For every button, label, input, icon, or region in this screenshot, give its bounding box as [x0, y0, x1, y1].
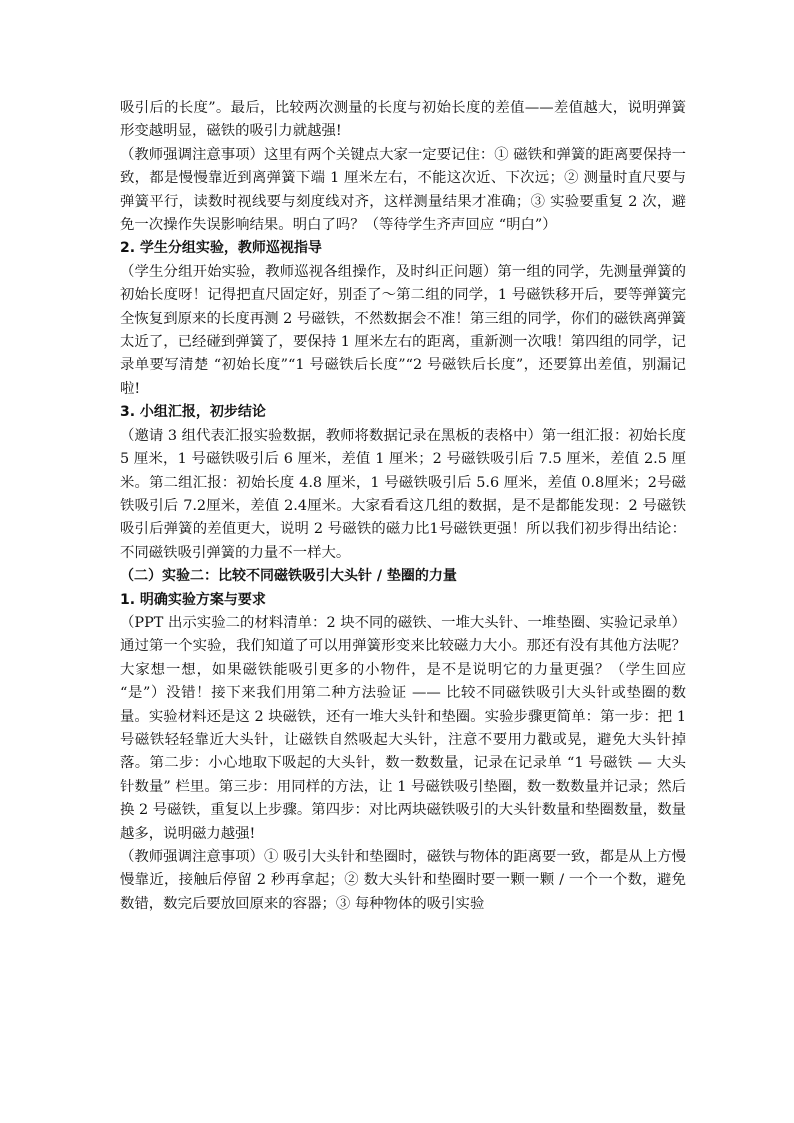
paragraph-group-guidance: （学生分组开始实验，教师巡视各组操作，及时纠正问题）第一组的同学，先测量弹簧的初始长度呀！记得把直尺固定好，别歪了～第二组的同学，1 号磁铁移开后，要等弹簧完全恢复到原来的长度再测 2 号磁铁，不然数据会不准！第三组的同学，你们的磁铁离弹簧太近了，已经碰到弹簧了，要保持 1 厘米左右的距离，重新测一次哦！第四组的同学，记录单要写清楚 “初始长度”“1 号磁铁后长度”“2 号磁铁后长度”，还要算出差值，别漏记啦! — [120, 263, 686, 397]
paragraph-teacher-notes-2: （教师强调注意事项）① 吸引大头针和垫圈时，磁铁与物体的距离要一致，都是从上方慢慢靠近，接触后停留 2 秒再拿起；② 数大头针和垫圈时要一颗一颗 / 一个一个数，避免数错，数完后要放回原来的容器；③ 每种物体的吸引实验 — [120, 849, 686, 912]
paragraph-spring-conclusion: 吸引后的长度”。最后，比较两次测量的长度与初始长度的差值——差值越大，说明弹簧形变越明显，磁铁的吸引力就越强! — [120, 100, 686, 140]
document-body — [120, 97, 686, 916]
paragraph-report-data: （邀请 3 组代表汇报实验数据，教师将数据记录在黑板的表格中）第一组汇报：初始长度 5 厘米，1 号磁铁吸引后 6 厘米，差值 1 厘米；2 号磁铁吸引后 7.5 厘米，差值 2.5 厘米。第二组汇报：初始长度 4.8 厘米，1 号磁铁吸引后 5.6 厘米，差值 0.8厘米；2号磁铁吸引后 7.2厘米，差值 2.4厘米。大家看看这几组的数据，是不是都能发现：2 号磁铁吸引后弹簧的差值更大，说明 2 号磁铁的磁力比1号磁铁更强！所以我们初步得出结论：不同磁铁吸引弹簧的力量不一样大。 — [120, 427, 686, 561]
heading-group-report: 3. 小组汇报，初步结论 — [120, 404, 266, 421]
heading-group-experiment: 2. 学生分组实验，教师巡视指导 — [120, 240, 322, 257]
paragraph-experiment-two-plan: （PPT 出示实验二的材料清单：2 块不同的磁铁、一堆大头针、一堆垫圈、实验记录单）通过第一个实验，我们知道了可以用弹簧形变来比较磁力大小。那还有没有其他方法呢？大家想一想，如果磁铁能吸引更多的小物件，是不是说明它的力量更强？（学生回应 “是”）没错！接下来我们用第二种方法验证 —— 比较不同磁铁吸引大头针或垫圈的数量。实验材料还是这 2 块磁铁，还有一堆大头针和垫圈。实验步骤更简单：第一步：把 1 号磁铁轻轻靠近大头针，让磁铁自然吸起大头针，注意不要用力戳或晃，避免大头针掉落。第二步：小心地取下吸起的大头针，数一数数量，记录在记录单 “1 号磁铁 — 大头针数量” 栏里。第三步：用同样的方法，让 1 号磁铁吸引垫圈，数一数数量并记录；然后换 2 号磁铁，重复以上步骤。第四步：对比两块磁铁吸引的大头针数量和垫圈数量，数量越多，说明磁力越强! — [120, 614, 686, 842]
heading-plan-requirements: 1. 明确实验方案与要求 — [120, 591, 266, 608]
paragraph-teacher-notes-1: （教师强调注意事项）这里有两个关键点大家一定要记住：① 磁铁和弹簧的距离要保持一致，都是慢慢靠近到离弹簧下端 1 厘米左右，不能这次近、下次远；② 测量时直尺要与弹簧平行，读数时视线要与刻度线对齐，这样测量结果才准确；③ 实验要重复 2 次，避免一次操作失误影响结果。明白了吗？（等待学生齐声回应 “明白”） — [120, 146, 686, 234]
heading-experiment-two: （二）实验二：比较不同磁铁吸引大头针 / 垫圈的力量 — [120, 568, 457, 585]
